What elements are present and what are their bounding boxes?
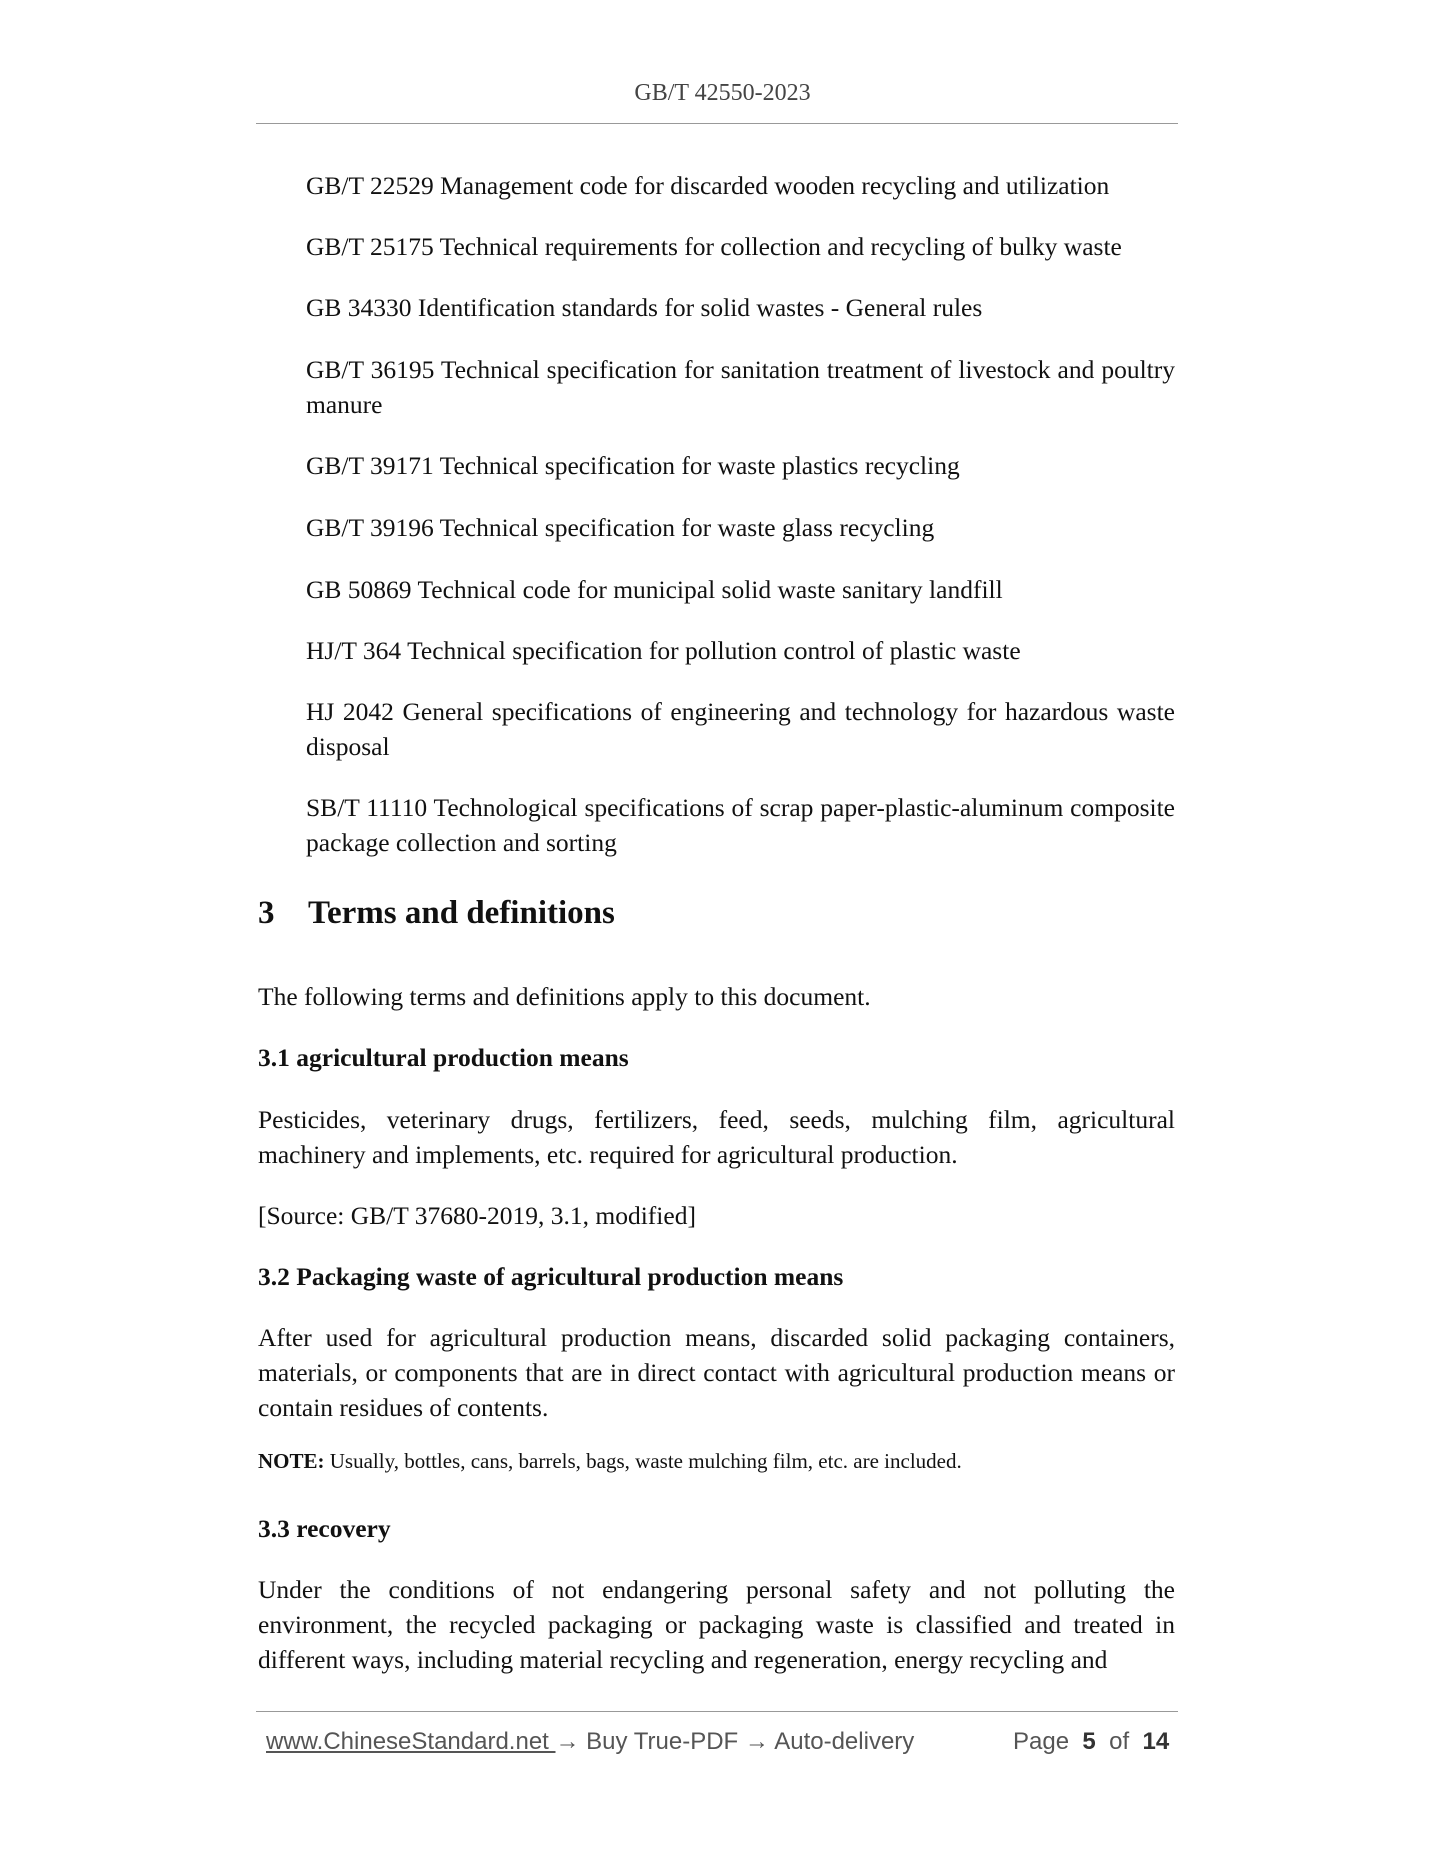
reference-item: HJ 2042 General specifications of engineering and technology for hazardous waste disposal bbox=[306, 697, 1175, 761]
reference-item: GB/T 22529 Management code for discarded wooden recycling and utilization bbox=[306, 171, 1110, 200]
page-of: of bbox=[1109, 1728, 1130, 1755]
reference-item: HJ/T 364 Technical specification for pollution control of plastic waste bbox=[306, 636, 1021, 665]
reference-item: GB 34330 Identification standards for solid wastes - General rules bbox=[306, 293, 983, 322]
section-heading bbox=[258, 893, 615, 933]
arrow-right-icon: → bbox=[744, 1728, 769, 1755]
term-heading: 3.2 Packaging waste of agricultural production means bbox=[258, 1262, 844, 1291]
website-link[interactable]: www.ChineseStandard.net bbox=[266, 1728, 556, 1755]
reference-item: GB/T 39171 Technical specification for waste plastics recycling bbox=[306, 451, 960, 480]
page-header-title: GB/T 42550-2023 bbox=[634, 80, 811, 106]
reference-item: GB/T 25175 Technical requirements for collection and recycling of bulky waste bbox=[306, 232, 1122, 261]
term-source: [Source: GB/T 37680-2019, 3.1, modified] bbox=[258, 1201, 696, 1230]
reference-item: GB/T 39196 Technical specification for waste glass recycling bbox=[306, 513, 935, 542]
page-total: 14 bbox=[1142, 1728, 1170, 1755]
delivery-text: Auto-delivery bbox=[768, 1728, 915, 1755]
section-title: Terms and definitions bbox=[308, 895, 615, 931]
page-label: Page bbox=[1013, 1728, 1070, 1755]
term-definition: Under the conditions of not endangering personal safety and not polluting the environment, the recycled packaging or packaging waste is classified and treated in different ways, including material recycling and regeneration, energy recycling and bbox=[258, 1575, 1175, 1674]
term-note bbox=[258, 1447, 962, 1475]
page-current: 5 bbox=[1082, 1728, 1096, 1755]
reference-item: GB/T 36195 Technical specification for sanitation treatment of livestock and poultry manure bbox=[306, 355, 1175, 419]
arrow-right-icon: → bbox=[555, 1728, 580, 1755]
header-divider bbox=[256, 123, 1178, 124]
buy-text: Buy True-PDF bbox=[579, 1728, 745, 1755]
note-text: Usually, bottles, cans, barrels, bags, waste mulching film, etc. are included. bbox=[324, 1449, 962, 1473]
section-number: 3 bbox=[258, 895, 275, 931]
section-intro: The following terms and definitions apply to this document. bbox=[258, 982, 871, 1011]
term-heading: 3.3 recovery bbox=[258, 1514, 391, 1543]
term-definition: Pesticides, veterinary drugs, fertilizers, feed, seeds, mulching film, agricultural machinery and implements, etc. required for agricultural production. bbox=[258, 1105, 1175, 1169]
page-number bbox=[1013, 1728, 1169, 1756]
reference-item: GB 50869 Technical code for municipal solid waste sanitary landfill bbox=[306, 575, 1003, 604]
note-label: NOTE: bbox=[258, 1449, 325, 1473]
footer-promo bbox=[266, 1728, 914, 1756]
term-definition: After used for agricultural production means, discarded solid packaging containers, materials, or components that are in direct contact with agricultural production means or contain residues of contents. bbox=[258, 1323, 1175, 1422]
term-heading: 3.1 agricultural production means bbox=[258, 1043, 629, 1072]
reference-item: SB/T 11110 Technological specifications of scrap paper-plastic-aluminum composite package collection and sorting bbox=[306, 793, 1175, 857]
footer-divider bbox=[256, 1711, 1178, 1712]
